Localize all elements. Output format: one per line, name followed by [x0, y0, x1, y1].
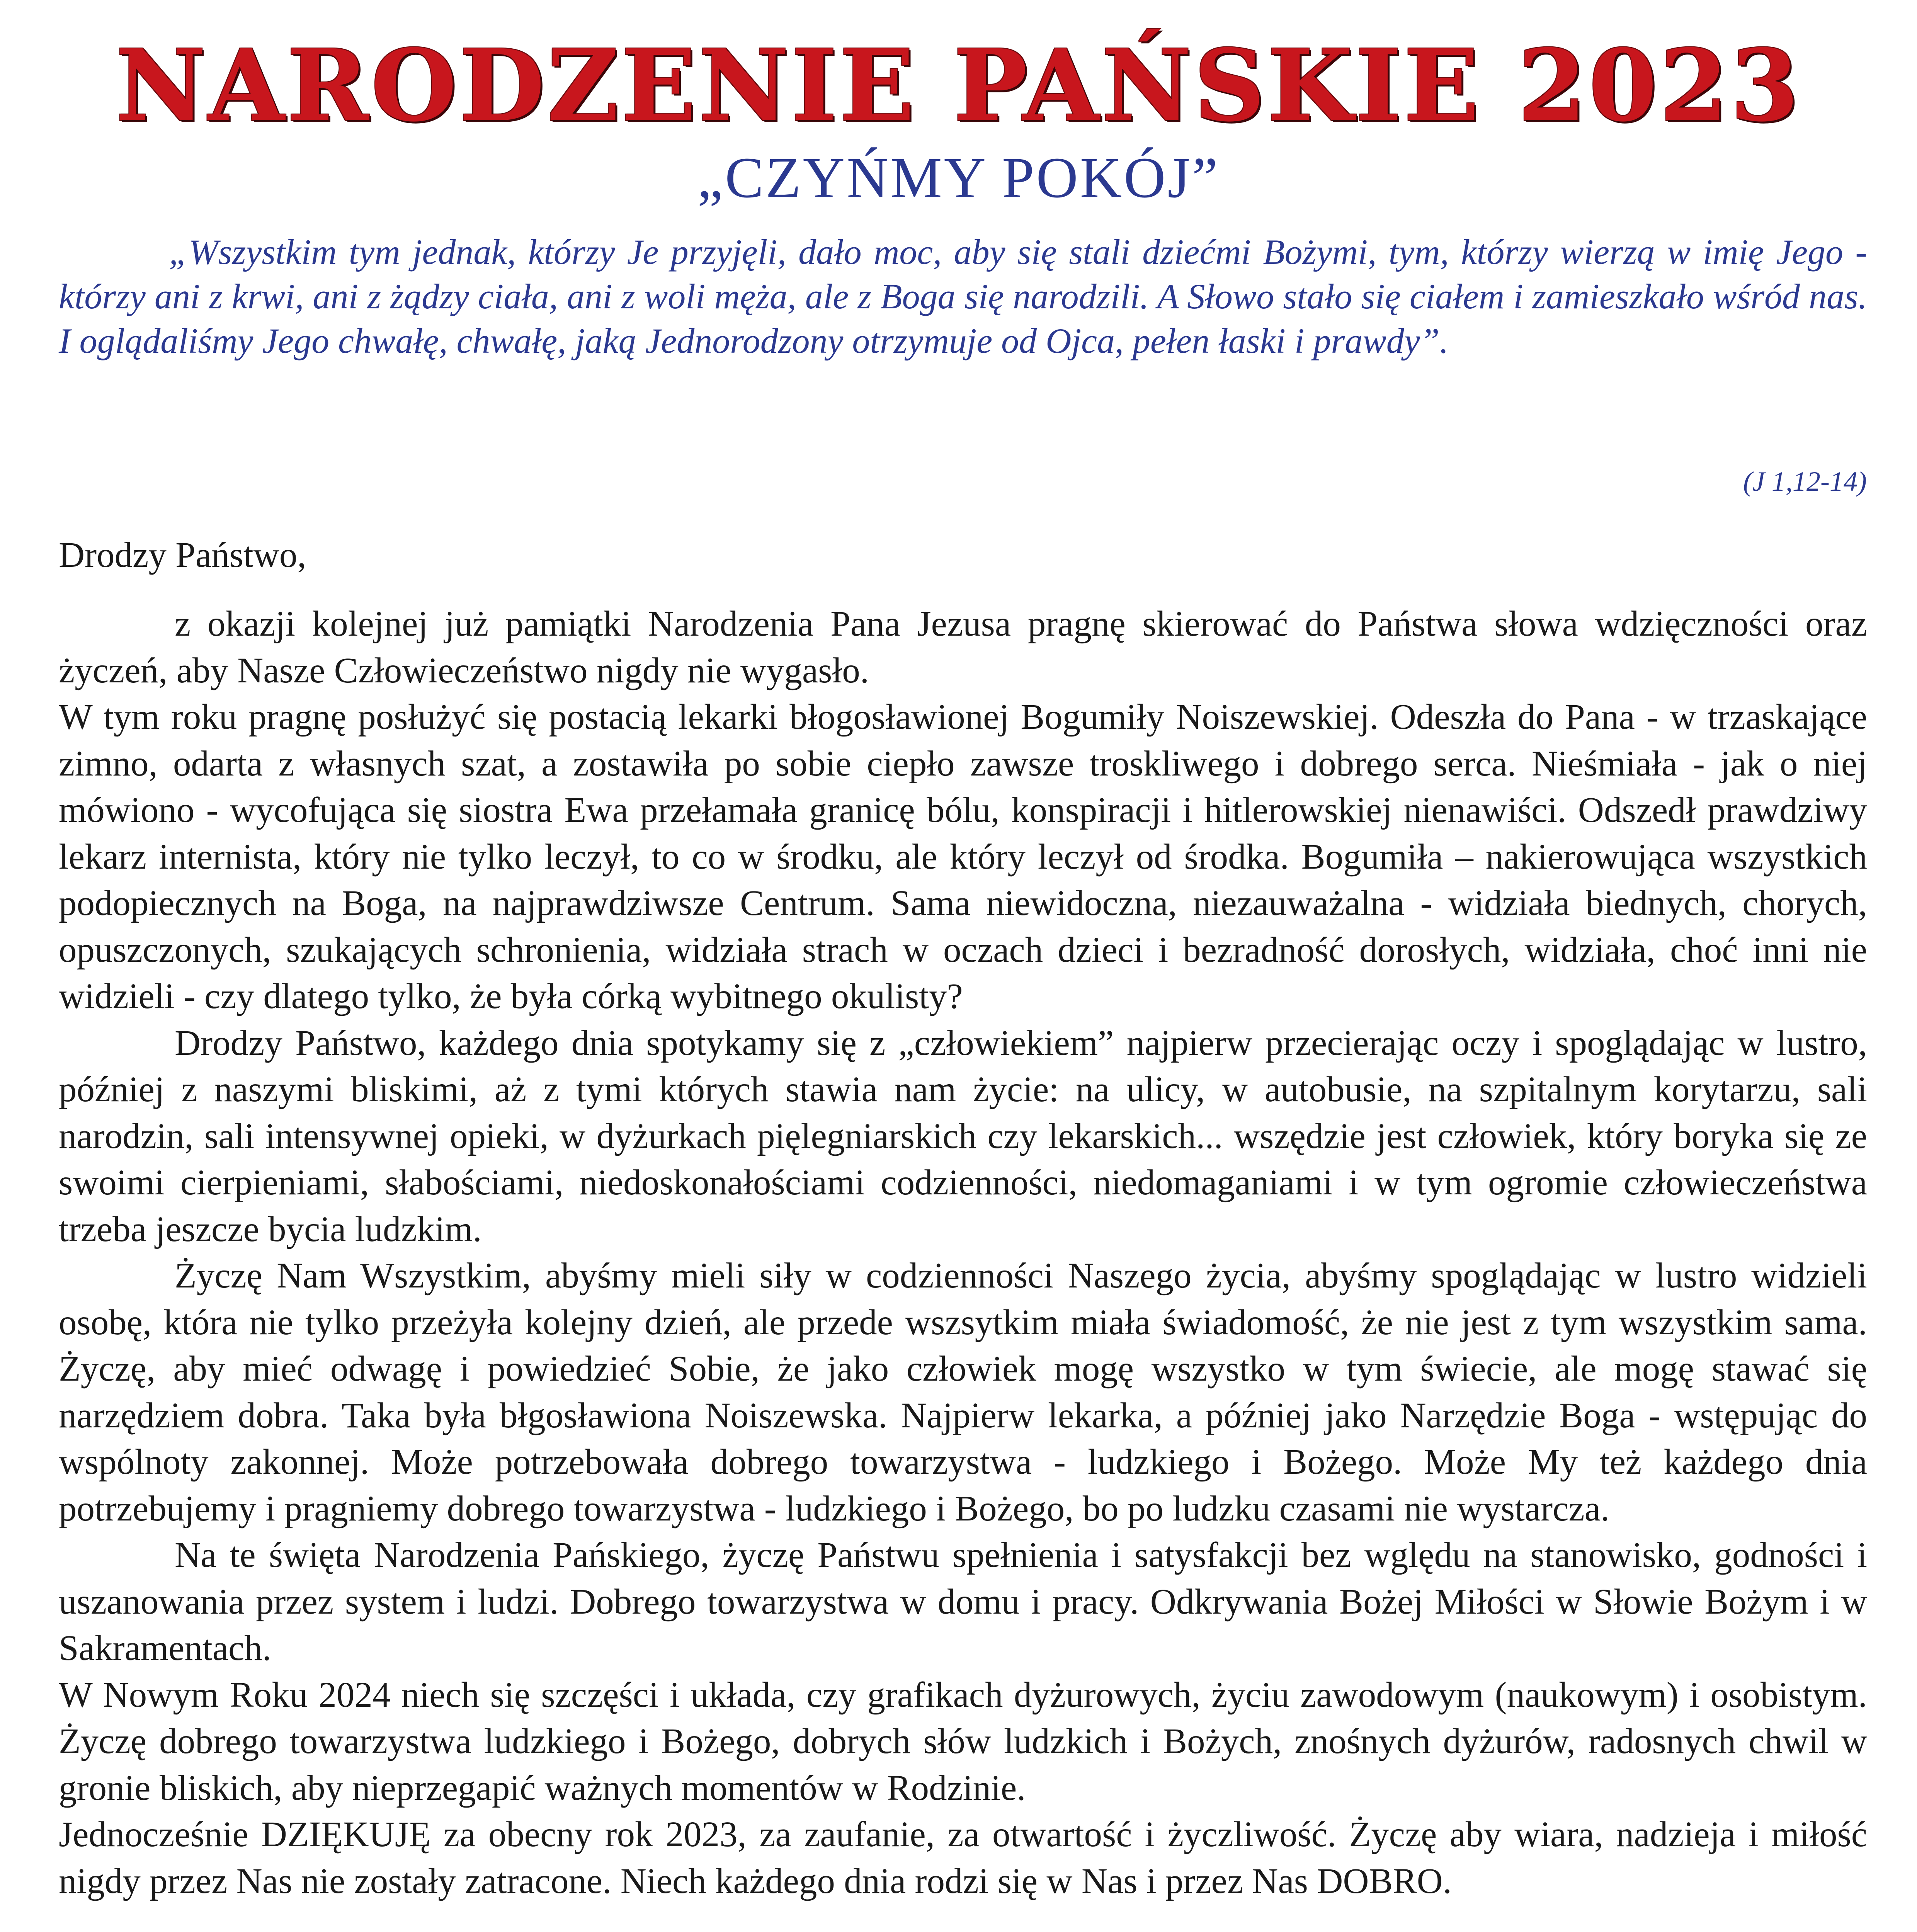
letter-paragraph: W tym roku pragnę posłużyć się postacią lekarki błogosławionej Bogumiły Noiszewskiej. Odeszła do Pana - w trzaskające zimno, odarta z własnych szat, a zostawiła po sobie ciepło zawsze troskliwego i dobrego serca. Nieśmiała - jak o niej mówiono - wycofująca się siostra Ewa przełamała granicę bólu, konspiracji i hitlerowskiej nienawiści. Odszedł prawdziwy lekarz internista, który nie tylko leczył, to co w środku, ale który leczył od środka. Bogumiła – nakierowująca wszystkich podopiecznych na Boga, na najprawdziwsze Centrum. Sama niewidoczna, niezauważalna - widziała biednych, chorych, opuszczonych, szukających schronienia, widziała strach w oczach dzieci i bezradność dorosłych, widziała, choć inni nie widzieli - czy dlatego tylko, że była córką wybitnego okulisty? [59, 697, 1867, 1016]
salutation: Drodzy Państwo, [59, 535, 306, 575]
letter-paragraph: Drodzy Państwo, każdego dnia spotykamy się z „człowiekiem” najpierw przecierając oczy i spoglądając w lustro, później z naszymi bliskimi, aż z tymi których stawia nam życie: na ulicy, w autobusie, na szpitalnym korytarzu, sali narodzin, sali intensywnej opieki, w dyżurkach pięlegniarskich czy lekarskich... wszędzie jest człowiek, który boryka się ze swoimi cierpieniami, słabościami, niedoskonałościami codzienności, niedomaganiami i w tym ogromie człowieczeństwa trzeba jeszcze bycia ludzkim. [59, 1023, 1867, 1249]
letter-paragraph: Życzę Nam Wszystkim, abyśmy mieli siły w codzienności Naszego życia, abyśmy spoglądając w lustro widzieli osobę, która nie tylko przeżyła kolejny dzień, ale przede wszsytkim miała świadomość, że nie jest z tym wszystkim sama. Życzę, aby mieć odwagę i powiedzieć Sobie, że jako człowiek mogę wszystko w tym świecie, ale mogę stawać się narzędziem dobra. Taka była błgosławiona Noiszewska. Najpierw lekarka, a później jako Narzędzie Boga - wstępując do wspólnoty zakonnej. Może potrzebowała dobrego towarzystwa - ludzkiego i Bożego. Może My też każdego dnia potrzebujemy i pragniemy dobrego towarzystwa - ludzkiego i Bożego, bo po ludzku czasami nie wystarcza. [59, 1256, 1867, 1529]
letter-paragraph: W Nowym Roku 2024 niech się szczęści i układa, czy grafikach dyżurowych, życiu zawodowym (naukowym) i osobistym. Życzę dobrego towarzystwa ludzkiego i Bożego, dobrych słów ludzkich i Bożych, znośnych dyżurów, radosnych chwil w gronie bliskich, aby nieprzegapić ważnych momentów w Rodzinie. [59, 1675, 1867, 1808]
scripture-reference: (J 1,12-14) [1743, 466, 1867, 497]
page-title: NARODZENIE PAŃSKIE 2023 [116, 28, 1801, 144]
page-subtitle: „CZYŃMY POKÓJ” [697, 146, 1220, 210]
letter-paragraph: Na te święta Narodzenia Pańskiego, życzę Państwu spełnienia i satysfakcji bez wględu na stanowisko, godności i uszanowania przez system i ludzi. Dobrego towarzystwa w domu i pracy. Odkrywania Bożej Miłości w Słowie Bożym i w Sakramentach. [59, 1535, 1867, 1668]
letter-paragraph: Jednocześnie DZIĘKUJĘ za obecny rok 2023, za zaufanie, za otwartość i życzliwość. Życzę aby wiara, nadzieja i miłość nigdy przez Nas nie zostały zatracone. Niech każdego dnia rodzi się w Nas i przez Nas DOBRO. [59, 1815, 1867, 1901]
scripture-quote: „Wszystkim tym jednak, którzy Je przyjęli, dało moc, aby się stali dziećmi Bożymi, tym, którzy wierzą w imię Jego - którzy ani z krwi, ani z żądzy ciała, ani z woli męża, ale z Boga się narodzili. A Słowo stało się ciałem i zamieszkało wśród nas. I oglądaliśmy Jego chwałę, chwałę, jaką Jednorodzony otrzymuje od Ojca, pełen łaski i prawdy”. [59, 232, 1867, 361]
letter-body [59, 601, 1867, 1905]
letter-paragraph: z okazji kolejnej już pamiątki Narodzenia Pana Jezusa pragnę skierować do Państwa słowa wdzięczności oraz życzeń, aby Nasze Człowieczeństwo nigdy nie wygasło. [59, 604, 1867, 690]
